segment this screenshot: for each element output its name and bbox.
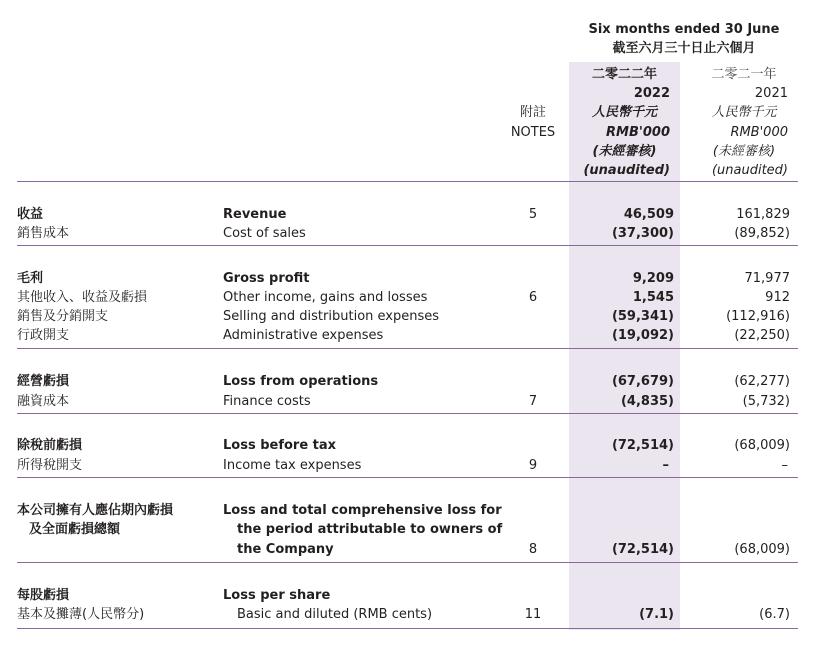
value-2022: (4,835) xyxy=(620,394,674,409)
value-2022: (72,514) xyxy=(611,542,674,557)
audit-2021: (unaudited) xyxy=(711,163,788,178)
value-2022: (72,514) xyxy=(611,438,674,453)
currency-2021: RMB'000 xyxy=(730,125,788,140)
value-2021: (89,852) xyxy=(734,226,790,241)
year-2022-cn: 二零二二年 xyxy=(591,67,657,82)
year-2021: 2021 xyxy=(754,86,788,101)
year-2021-cn: 二零二一年 xyxy=(711,67,777,82)
value-2021: (68,009) xyxy=(734,438,790,453)
audit-2021-cn: (未經審核) xyxy=(712,144,776,159)
row-label-cn: 收益 xyxy=(17,207,44,222)
row-label-cn: 本公司擁有人應佔期內虧損 xyxy=(17,503,174,518)
divider xyxy=(17,245,798,246)
row-label-cn: 銷售及分銷開支 xyxy=(17,309,109,324)
row-label-cn: 每股虧損 xyxy=(17,588,70,603)
row-label-en: Loss from operations xyxy=(223,374,379,389)
row-label-en: Income tax expenses xyxy=(223,458,362,473)
value-2022: 46,509 xyxy=(623,207,674,222)
row-label-cn: 基本及攤薄(人民幣分) xyxy=(17,607,145,622)
notes-header-cn: 附註 xyxy=(519,105,546,120)
value-2021: (6.7) xyxy=(759,607,790,622)
row-label-en: Finance costs xyxy=(223,394,311,409)
value-2021: 71,977 xyxy=(744,271,790,286)
currency-2021-cn: 人民幣千元 xyxy=(711,105,777,120)
row-note: 11 xyxy=(524,607,542,622)
value-2021: (5,732) xyxy=(742,394,790,409)
value-2022: – xyxy=(662,458,669,473)
row-note: 6 xyxy=(528,290,538,305)
value-2022: (19,092) xyxy=(611,328,674,343)
row-label-en: the period attributable to owners of xyxy=(237,522,503,537)
divider xyxy=(17,628,798,629)
row-label-en: Revenue xyxy=(223,207,287,222)
value-2021: (68,009) xyxy=(734,542,790,557)
audit-2022-cn: (未經審核) xyxy=(592,144,657,159)
period-title-en: Six months ended 30 June xyxy=(588,22,780,37)
divider xyxy=(17,413,798,414)
audit-2022: (unaudited) xyxy=(583,163,670,178)
period-title-cn: 截至六月三十日止六個月 xyxy=(612,41,756,56)
currency-2022: RMB'000 xyxy=(606,125,670,140)
year-2022: 2022 xyxy=(633,86,670,101)
value-2021: 161,829 xyxy=(736,207,790,222)
divider xyxy=(17,562,798,563)
row-label-en: Administrative expenses xyxy=(223,328,384,343)
row-label-en: the Company xyxy=(237,542,334,557)
row-label-en: Selling and distribution expenses xyxy=(223,309,440,324)
value-2021: (22,250) xyxy=(734,328,790,343)
row-note: 7 xyxy=(528,394,538,409)
row-label-cn: 融資成本 xyxy=(17,394,70,409)
row-label-cn: 銷售成本 xyxy=(17,226,70,241)
row-label-cn: 所得稅開支 xyxy=(17,458,83,473)
row-label-cn: 除稅前虧損 xyxy=(17,438,83,453)
row-label-en: Loss and total comprehensive loss for xyxy=(223,503,502,518)
notes-header-en: NOTES xyxy=(510,125,556,140)
value-2022: (59,341) xyxy=(611,309,674,324)
row-label-en: Cost of sales xyxy=(223,226,306,241)
value-2022: (67,679) xyxy=(611,374,674,389)
row-note: 5 xyxy=(528,207,538,222)
divider xyxy=(17,348,798,349)
divider xyxy=(17,181,798,182)
value-2021: – xyxy=(781,458,788,473)
row-note: 9 xyxy=(528,458,538,473)
value-2022: (37,300) xyxy=(611,226,674,241)
row-label-en: Other income, gains and losses xyxy=(223,290,428,305)
row-label-en: Gross profit xyxy=(223,271,310,286)
row-label-en: Basic and diluted (RMB cents) xyxy=(237,607,433,622)
row-label-cn: 毛利 xyxy=(17,271,44,286)
row-label-en: Loss per share xyxy=(223,588,331,603)
value-2021: 912 xyxy=(765,290,790,305)
row-label-cn: 及全面虧損總額 xyxy=(29,522,121,537)
value-2022: (7.1) xyxy=(639,607,674,622)
value-2022: 9,209 xyxy=(632,271,674,286)
row-label-cn: 經營虧損 xyxy=(17,374,70,389)
row-label-cn: 其他收入、收益及虧損 xyxy=(17,290,148,305)
value-2021: (112,916) xyxy=(726,309,790,324)
currency-2022-cn: 人民幣千元 xyxy=(591,105,657,120)
value-2022: 1,545 xyxy=(632,290,674,305)
value-2021: (62,277) xyxy=(734,374,790,389)
row-label-cn: 行政開支 xyxy=(17,328,70,343)
divider xyxy=(17,477,798,478)
row-note: 8 xyxy=(528,542,538,557)
row-label-en: Loss before tax xyxy=(223,438,337,453)
